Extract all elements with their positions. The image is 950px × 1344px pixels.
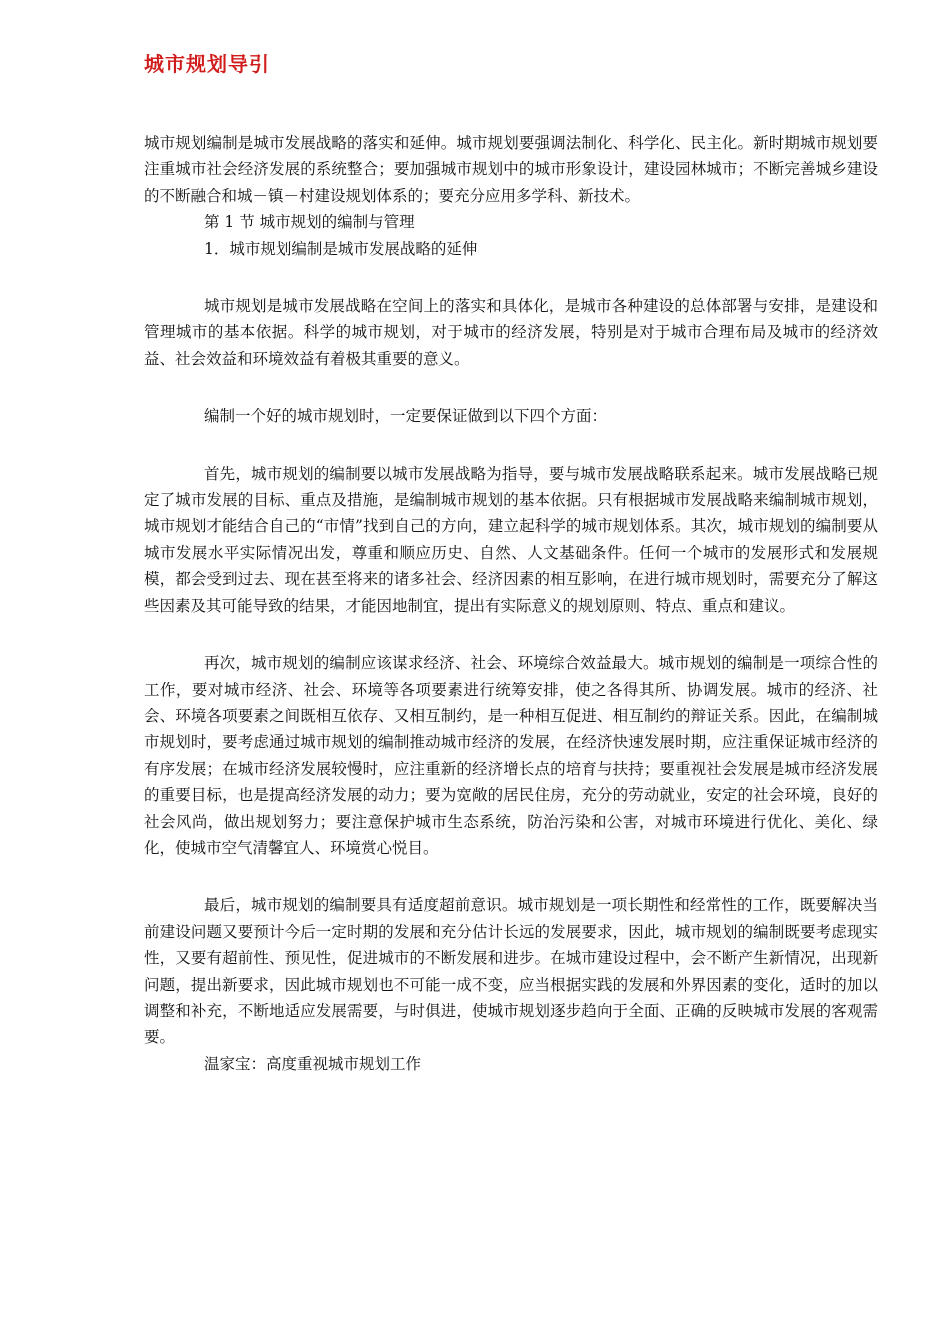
section-heading: 第 1 节 城市规划的编制与管理 [204,213,415,232]
document-body [144,130,878,1077]
document-title: 城市规划导引 [144,52,270,76]
intro-paragraph: 城市规划编制是城市发展战略的落实和延伸。城市规划要强调法制化、科学化、民主化。新时期城市规划要注重城市社会经济发展的系统整合；要加强城市规划中的城市形象设计，建设园林城市；不断完善城乡建设的不断融合和城－镇－村建设规划体系的；要充分应用多学科、新技术。 [144,134,878,205]
subsection-heading: 1．城市规划编制是城市发展战略的延伸 [204,239,478,258]
body-paragraph: 编制一个好的城市规划时，一定要保证做到以下四个方面： [204,407,608,426]
body-paragraph: 首先，城市规划的编制要以城市发展战略为指导，要与城市发展战略联系起来。城市发展战略已规定了城市发展的目标、重点及措施，是编制城市规划的基本依据。只有根据城市发展战略来编制城市规划，城市规划才能结合自己的“市情”找到自己的方向，建立起科学的城市规划体系。其次，城市规划的编制要从城市发展水平实际情况出发，尊重和顺应历史、自然、人文基础条件。任何一个城市的发展形式和发展规模，都会受到过去、现在甚至将来的诸多社会、经济因素的相互影响，在进行城市规划时，需要充分了解这些因素及其可能导致的结果，才能因地制宜，提出有实际意义的规划原则、特点、重点和建议。 [144,464,878,615]
body-paragraph: 再次，城市规划的编制应该谋求经济、社会、环境综合效益最大。城市规划的编制是一项综合性的工作，要对城市经济、社会、环境等各项要素进行统筹安排，使之各得其所、协调发展。城市的经济、社会、环境各项要素之间既相互依存、又相互制约，是一种相互促进、相互制约的辩证关系。因此，在编制城市规划时，要考虑通过城市规划的编制推动城市经济的发展，在经济快速发展时期，应注重保证城市经济的有序发展；在城市经济发展较慢时，应注重新的经济增长点的培育与扶持；要重视社会发展是城市经济发展的重要目标，也是提高经济发展的动力；要为宽敞的居民住房，充分的劳动就业，安定的社会环境，良好的社会风尚，做出规划努力；要注意保护城市生态系统，防治污染和公害，对城市环境进行优化、美化、绿化，使城市空气清馨宜人、环境赏心悦目。 [144,654,878,857]
closing-heading: 温家宝：高度重视城市规划工作 [204,1054,422,1073]
body-paragraph: 最后，城市规划的编制要具有适度超前意识。城市规划是一项长期性和经常性的工作，既要解决当前建设问题又要预计今后一定时期的发展和充分估计长远的发展要求，因此，城市规划的编制既要考虑现实性，又要有超前性、预见性，促进城市的不断发展和进步。在城市建设过程中，会不断产生新情况，出现新问题，提出新要求，因此城市规划也不可能一成不变，应当根据实践的发展和外界因素的变化，适时的加以调整和补充，不断地适应发展需要，与时俱进，使城市规划逐步趋向于全面、正确的反映城市发展的客观需要。 [144,896,878,1047]
body-paragraph: 城市规划是城市发展战略在空间上的落实和具体化，是城市各种建设的总体部署与安排，是建设和管理城市的基本依据。科学的城市规划，对于城市的经济发展，特别是对于城市合理布局及城市的经济效益、社会效益和环境效益有着极其重要的意义。 [144,297,878,368]
